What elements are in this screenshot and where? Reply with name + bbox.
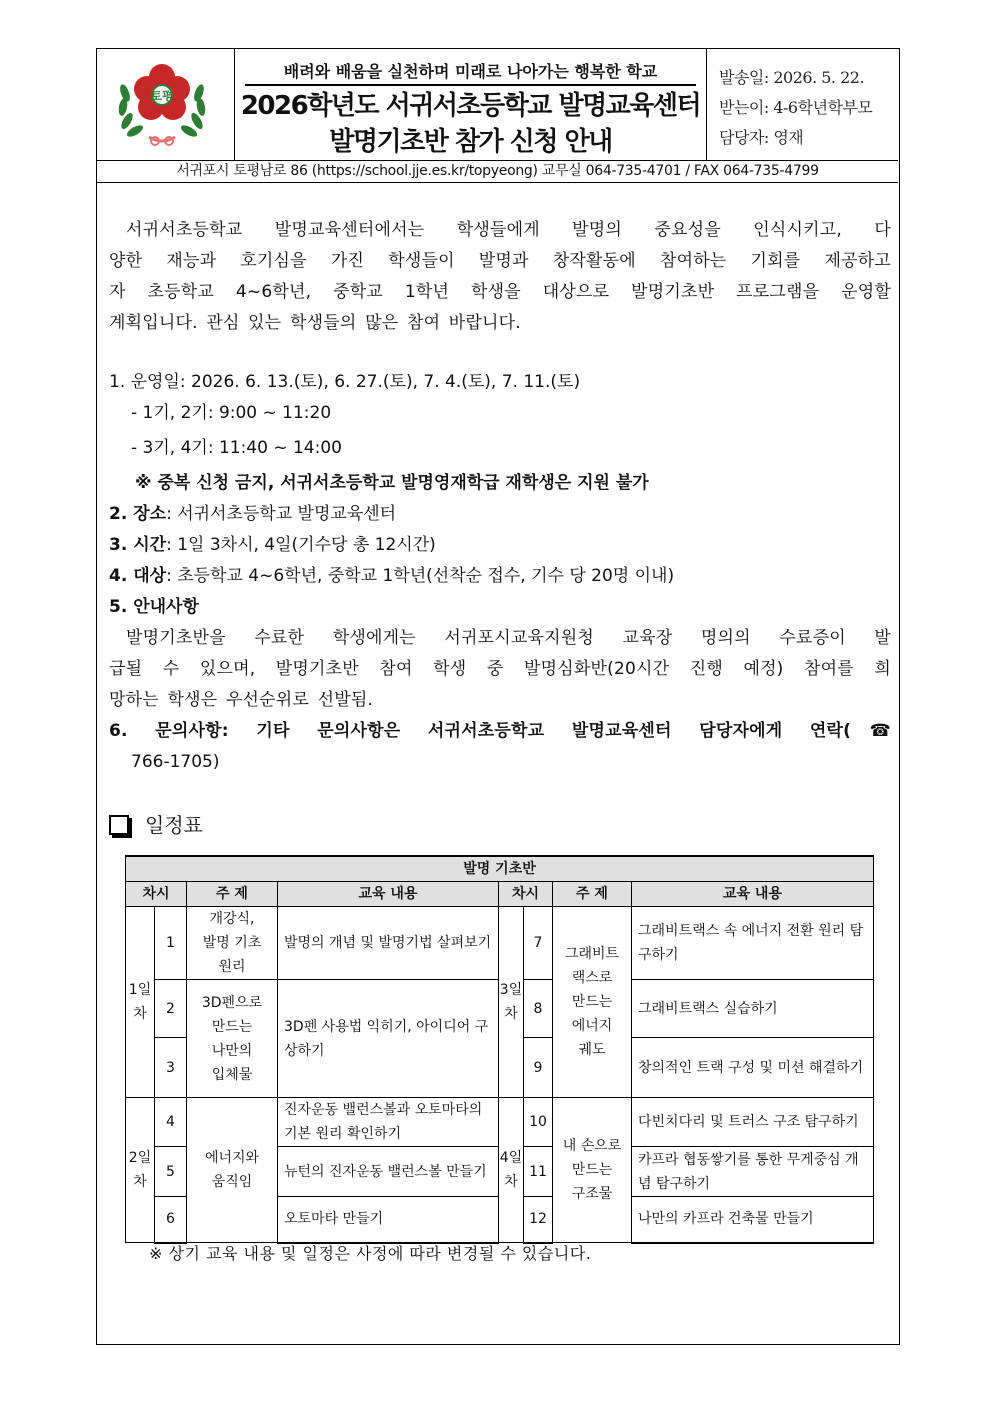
session-number: 8 [524, 980, 553, 1038]
content-cell: 3D펜 사용법 익히기, 아이디어 구상하기 [278, 980, 499, 1098]
school-slogan: 배려와 배움을 실천하며 미래로 나아가는 행복한 학교 [245, 59, 696, 86]
item-value: : 초등학교 4~6학년, 중학교 1학년(선착순 접수, 기수 당 20명 이내) [166, 566, 675, 586]
content-cell: 카프라 협동쌓기를 통한 무게중심 개념 탐구하기 [632, 1147, 874, 1197]
session-number: 4 [155, 1098, 187, 1147]
item-place [109, 499, 891, 530]
item-label: 3. 시간 [109, 535, 167, 555]
guidance-line: 급될 수 있으며, 발명기초반 참여 학생 중 발명심화반(20시간 진행 예정) 참여를 희 [109, 659, 891, 679]
item-value: : 1일 3차시, 4일(기수당 총 12시간) [166, 535, 436, 555]
school-logo [97, 49, 235, 161]
session-number: 10 [524, 1098, 553, 1147]
letter-title-line2: 발명기초반 참가 신청 안내 [329, 127, 612, 157]
item-contact: 6. 문의사항: 기타 문의사항은 서귀서초등학교 발명교육센터 담당자에게 연락(☎ [109, 721, 891, 741]
letter-title-block [235, 49, 707, 161]
content-cell: 나만의 카프라 건축물 만들기 [632, 1197, 874, 1243]
schedule-table [125, 855, 874, 1244]
content-cell: 오토마타 만들기 [278, 1197, 499, 1243]
guidance-line: 발명기초반을 수료한 학생에게는 서귀포시교육지원청 교육장 명의의 수료증이 발 [126, 628, 891, 648]
col-header-session: 차시 [499, 882, 553, 907]
content-cell: 다빈치다리 및 트러스 구조 탐구하기 [632, 1098, 874, 1147]
intro-line: 자 초등학교 4~6학년, 중학교 1학년 학생을 대상으로 발명기초반 프로그램을 운영할 [109, 282, 891, 302]
content-cell: 창의적인 트랙 구성 및 미션 해결하기 [632, 1038, 874, 1098]
session-number: 2 [155, 980, 187, 1038]
topic-cell: 그래비트 랙스로 만드는 에너지 궤도 [553, 907, 632, 1098]
letter-meta [707, 49, 898, 161]
letter-body [109, 215, 891, 778]
session-number: 3 [155, 1038, 187, 1098]
session-number: 12 [524, 1197, 553, 1243]
content-cell: 뉴턴의 진자운동 밸런스볼 만들기 [278, 1147, 499, 1197]
guidance-line: 망하는 학생은 우선순위로 선발됨. [109, 690, 374, 710]
col-header-session: 차시 [126, 882, 187, 907]
topic-cell: 3D펜으로 만드는 나만의 입체물 [187, 980, 278, 1098]
square-bullet-icon [109, 815, 129, 835]
schedule-heading [109, 811, 203, 839]
item-guidance-label: 5. 안내사항 [109, 597, 199, 617]
session-number: 5 [155, 1147, 187, 1197]
intro-line: 계획입니다. 관심 있는 학생들의 많은 참여 바랍니다. [109, 313, 521, 333]
item-value: : 서귀서초등학교 발명교육센터 [166, 504, 397, 524]
document-frame [96, 48, 900, 1345]
manager: 담당자: 영재 [719, 128, 804, 147]
day-label: 4일 차 [499, 1098, 524, 1243]
schedule-heading-text: 일정표 [145, 813, 203, 837]
intro-line: 서귀서초등학교 발명교육센터에서는 학생들에게 발명의 중요성을 인식시키고, 다 [126, 220, 891, 240]
intro-line: 양한 재능과 호기심을 가진 학생들이 발명과 창작활동에 참여하는 기회를 제공하고 [109, 251, 891, 271]
schedule-table-title: 발명 기초반 [126, 856, 874, 882]
item-contact-phone: 766-1705) [131, 752, 220, 772]
col-header-topic: 주 제 [553, 882, 632, 907]
content-cell: 진자운동 밸런스볼과 오토마타의 기본 원리 확인하기 [278, 1098, 499, 1147]
item-time [109, 530, 891, 561]
col-header-content: 교육 내용 [632, 882, 874, 907]
item-label: 4. 대상 [109, 566, 167, 586]
item-notice: ※ 중복 신청 금지, 서귀서초등학교 발명영재학급 재학생은 지원 불가 [135, 473, 649, 493]
logo-text: 토평 [150, 89, 174, 103]
item-session-time: - 3기, 4기: 11:40 ~ 14:00 [131, 438, 342, 458]
session-number: 6 [155, 1197, 187, 1243]
topic-cell: 에너지와 움직임 [187, 1098, 278, 1243]
day-label: 2일 차 [126, 1098, 155, 1243]
school-address-bar: 서귀포시 토평남로 86 (https://school.jje.es.kr/topyeong) 교무실 064-735-4701 / FAX 064-735-4799 [97, 161, 898, 183]
letter-title-line1: 2026학년도 서귀서초등학교 발명교육센터 [240, 91, 701, 121]
content-cell: 그래비트랙스 속 에너지 전환 원리 탐구하기 [632, 907, 874, 980]
day-label: 3일 차 [499, 907, 524, 1098]
item-session-time: - 1기, 2기: 9:00 ~ 11:20 [131, 403, 332, 423]
item-target [109, 561, 891, 592]
col-header-content: 교육 내용 [278, 882, 499, 907]
session-number: 1 [155, 907, 187, 980]
send-date: 발송일: 2026. 5. 22. [719, 68, 865, 87]
content-cell: 그래비트랙스 실습하기 [632, 980, 874, 1038]
session-number: 9 [524, 1038, 553, 1098]
col-header-topic: 주 제 [187, 882, 278, 907]
school-emblem-icon [97, 49, 235, 161]
session-number: 7 [524, 907, 553, 980]
content-cell: 발명의 개념 및 발명기법 살펴보기 [278, 907, 499, 980]
topic-cell: 내 손으로 만드는 구조물 [553, 1098, 632, 1243]
session-number: 11 [524, 1147, 553, 1197]
recipient: 받는이: 4-6학년학부모 [719, 98, 873, 117]
item-operation-dates: 1. 운영일: 2026. 6. 13.(토), 6. 27.(토), 7. 4.(토), 7. 11.(토) [109, 372, 581, 392]
topic-cell: 개강식, 발명 기초 원리 [187, 907, 278, 980]
day-label: 1일 차 [126, 907, 155, 1098]
letterhead [97, 49, 898, 161]
schedule-footnote: ※ 상기 교육 내용 및 일정은 사정에 따라 변경될 수 있습니다. [149, 1244, 592, 1263]
item-label: 2. 장소 [109, 504, 167, 524]
